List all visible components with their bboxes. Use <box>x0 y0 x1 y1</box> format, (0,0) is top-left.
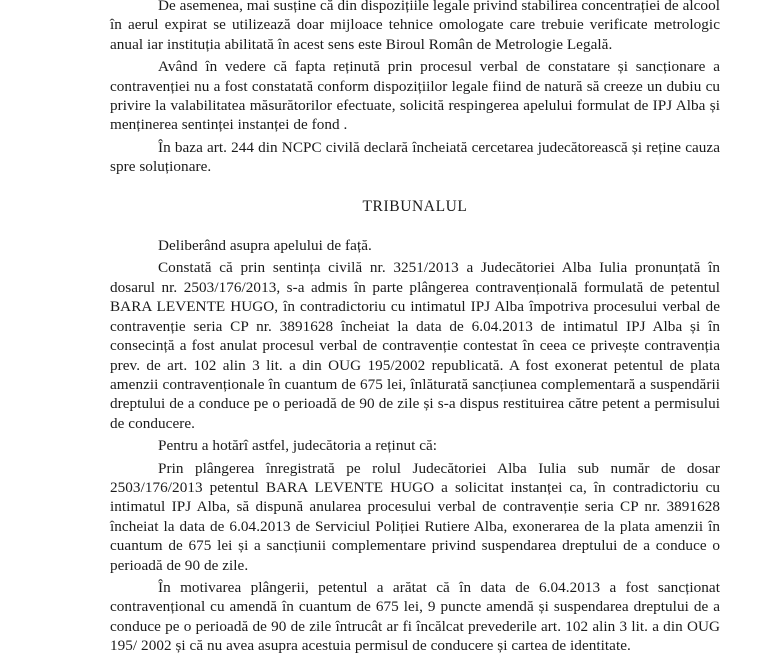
document-body <box>110 0 720 659</box>
paragraph-alcohol-measurement: De asemenea, mai susține că din dispozițiile legale privind stabilirea concentrației de alcool în aerul expirat se utilizează doar mijloace tehnice omologate care trebuie verificate metrologic anual iar instituția abilitată în acest sens este Biroul Român de Metrologie Legală. <box>110 0 720 53</box>
paragraph-complaint-grounds: În motivarea plângerii, petentul a arătat că în data de 6.04.2013 a fost sancționat contravențional cu amendă în cuantum de 675 lei, 9 puncte amendă și suspendarea dreptului de a conduce pe o perioadă de 90 de zile întrucât ar fi încălcat prevederile art. 102 alin 3 lit. a din OUG 195/ 2002 și că nu avea asupra acestuia permisul de conducere și cartea de identitate. <box>110 578 720 655</box>
paragraph-close-hearing: În baza art. 244 din NCPC civilă declară încheiată cercetarea judecătorească și reține cauza spre soluționare. <box>110 138 720 176</box>
paragraph-deliberation: Deliberând asupra apelului de față. <box>158 237 372 255</box>
section-heading: TRIBUNALUL <box>362 197 468 215</box>
paragraph-court-reasoning-intro: Pentru a hotărî astfel, judecătoria a reținut că: <box>158 437 438 455</box>
paragraph-first-instance-ruling: Constată că prin sentința civilă nr. 3251/2013 a Judecătoriei Alba Iulia pronunțată în dosarul nr. 2503/176/2013, s-a admis în parte plângerea contravențională formulată de petentul BARA LEVENTE HUGO, în contradictoriu cu intimatul IPJ Alba împotriva procesului verbal de contravenție seria CP nr. 3891628 încheiat la data de 6.04.2013 de intimatul IPJ Alba și în consecință a fost anulat procesul verbal de contravenție contestat în ceea ce privește contravenția prev. de art. 102 alin 3 lit. a din OUG 195/2002 republicată. A fost exonerat petentul de plata amenzii contravenționale în cuantum de 675 lei, înlăturată sancțiunea complementară a suspendării dreptului de a conduce pe o perioadă de 90 de zile și s-a dispus restituirea către petent a permisului de conducere. <box>110 259 720 432</box>
paragraph-complaint-registration: Prin plângerea înregistrată pe rolul Judecătoriei Alba Iulia sub număr de dosar 2503/176/2013 petentul BARA LEVENTE HUGO a solicitat instanței ca, în contradictoriu cu intimatul IPJ Alba, să dispună anularea procesului verbal de contravenție seria CP nr. 3891628 încheiat la data de 6.04.2013 de Serviciul Poliției Rutiere Alba, exonerarea de la plata amenzii în cuantum de 675 lei și a sancțiunii complementare privind suspendarea dreptului de a conduce o perioadă de 90 de zile. <box>110 459 720 574</box>
paragraph-request-rejection: Având în vedere că fapta reținută prin procesul verbal de constatare și sancționare a contravenției nu a fost constatată conform dispozițiilor legale fiind de natură să creeze un dubiu cu privire la valabilitatea măsurătorilor efectuate, solicită respingerea apelului formulat de IPJ Alba și menținerea sentinței instanței de fond . <box>110 58 720 134</box>
